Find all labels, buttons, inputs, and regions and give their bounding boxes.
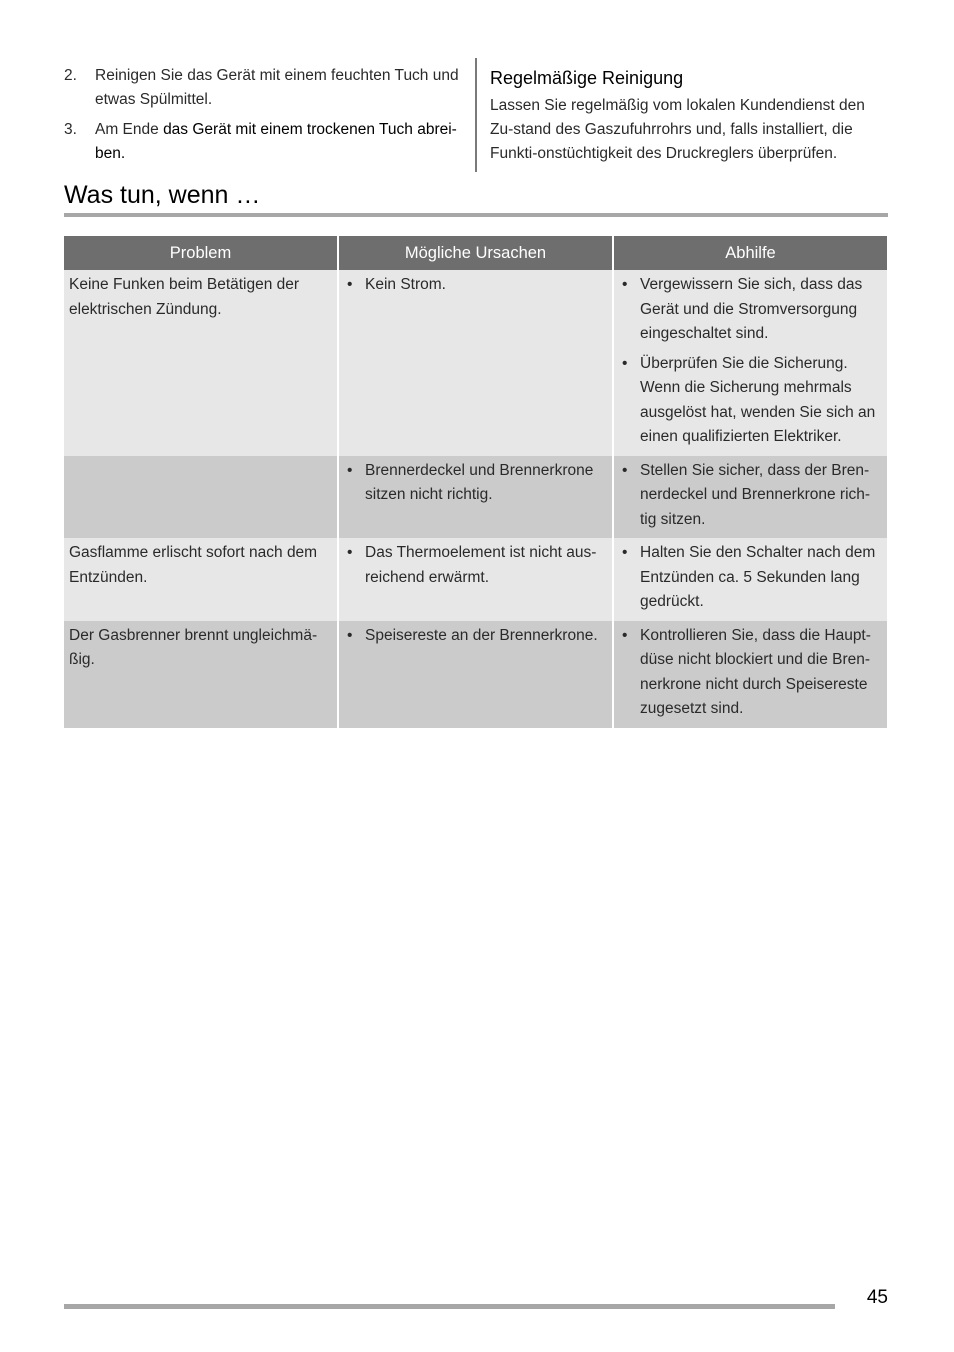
step-text xyxy=(95,118,460,166)
cause-item: • Speisereste an der Brennerkrone. xyxy=(344,624,604,649)
remedy-item: • Halten Sie den Schalter nach dem Entzünden ca. 5 Sekunden lang gedrückt. xyxy=(619,541,879,615)
table-row xyxy=(64,270,887,456)
header-remedy: Abhilfe xyxy=(613,236,887,270)
cause-item: • Das Thermoelement ist nicht aus-reichend erwärmt. xyxy=(344,541,604,590)
remedy-cell xyxy=(613,538,887,621)
section-title: Was tun, wenn … xyxy=(64,181,261,209)
problem-cell: Keine Funken beim Betätigen der elektrischen Zündung. xyxy=(64,270,338,456)
remedy-item: • Kontrollieren Sie, dass die Haupt-düse nicht blockiert und die Bren-nerkrone nicht durch Speisereste zugesetzt sind. xyxy=(619,624,879,722)
column-divider xyxy=(475,58,477,172)
remedy-item: • Vergewissern Sie sich, dass das Gerät und die Stromversorgung eingeschaltet sind. xyxy=(619,273,879,347)
problem-cell: Gasflamme erlischt sofort nach dem Entzünden. xyxy=(64,538,338,621)
remedy-item: • Stellen Sie sicher, dass der Bren-nerdeckel und Brennerkrone rich-tig sitzen. xyxy=(619,459,879,533)
cause-item: • Brennerdeckel und Brennerkrone sitzen nicht richtig. xyxy=(344,459,604,508)
maintenance-heading: Regelmäßige Reinigung xyxy=(490,68,684,88)
causes-cell xyxy=(338,621,613,728)
step-number: 3. xyxy=(64,121,77,138)
step-item xyxy=(64,64,460,112)
problem-cell: Der Gasbrenner brennt ungleichmä-ßig. xyxy=(64,621,338,728)
section-rule xyxy=(64,213,888,217)
table-row xyxy=(64,538,887,621)
step-number: 2. xyxy=(64,67,77,84)
causes-cell xyxy=(338,538,613,621)
step-emphasis-text: das Gerät mit einem trockenen Tuch abrei-ben. xyxy=(95,121,457,162)
causes-cell xyxy=(338,456,613,539)
troubleshooting-table xyxy=(64,236,887,728)
maintenance-section xyxy=(490,64,890,166)
step-item xyxy=(64,118,460,166)
remedy-cell xyxy=(613,456,887,539)
page-number: 45 xyxy=(866,1287,888,1308)
remedy-cell xyxy=(613,621,887,728)
problem-cell xyxy=(64,456,338,539)
cause-item: • Kein Strom. xyxy=(344,273,604,298)
header-causes: Mögliche Ursachen xyxy=(338,236,613,270)
remedy-item: • Überprüfen Sie die Sicherung. Wenn die Sicherung mehrmals ausgelöst hat, wenden Sie sich an einen qualifizierten Elektriker. xyxy=(619,352,879,450)
maintenance-text: Lassen Sie regelmäßig vom lokalen Kundendienst den Zu-stand des Gaszufuhrrohrs und, falls installiert, die Funkti-onstüchtigkeit des Druckreglers überprüfen. xyxy=(490,97,865,162)
footer-rule xyxy=(64,1304,835,1309)
table-row xyxy=(64,621,887,728)
step-lead-text: Am Ende xyxy=(95,121,164,138)
remedy-cell xyxy=(613,270,887,456)
step-text: Reinigen Sie das Gerät mit einem feuchten Tuch und etwas Spülmittel. xyxy=(95,67,459,108)
cleaning-steps xyxy=(64,64,460,172)
causes-cell xyxy=(338,270,613,456)
table-header-row xyxy=(64,236,887,270)
table-row xyxy=(64,456,887,539)
header-problem: Problem xyxy=(64,236,338,270)
